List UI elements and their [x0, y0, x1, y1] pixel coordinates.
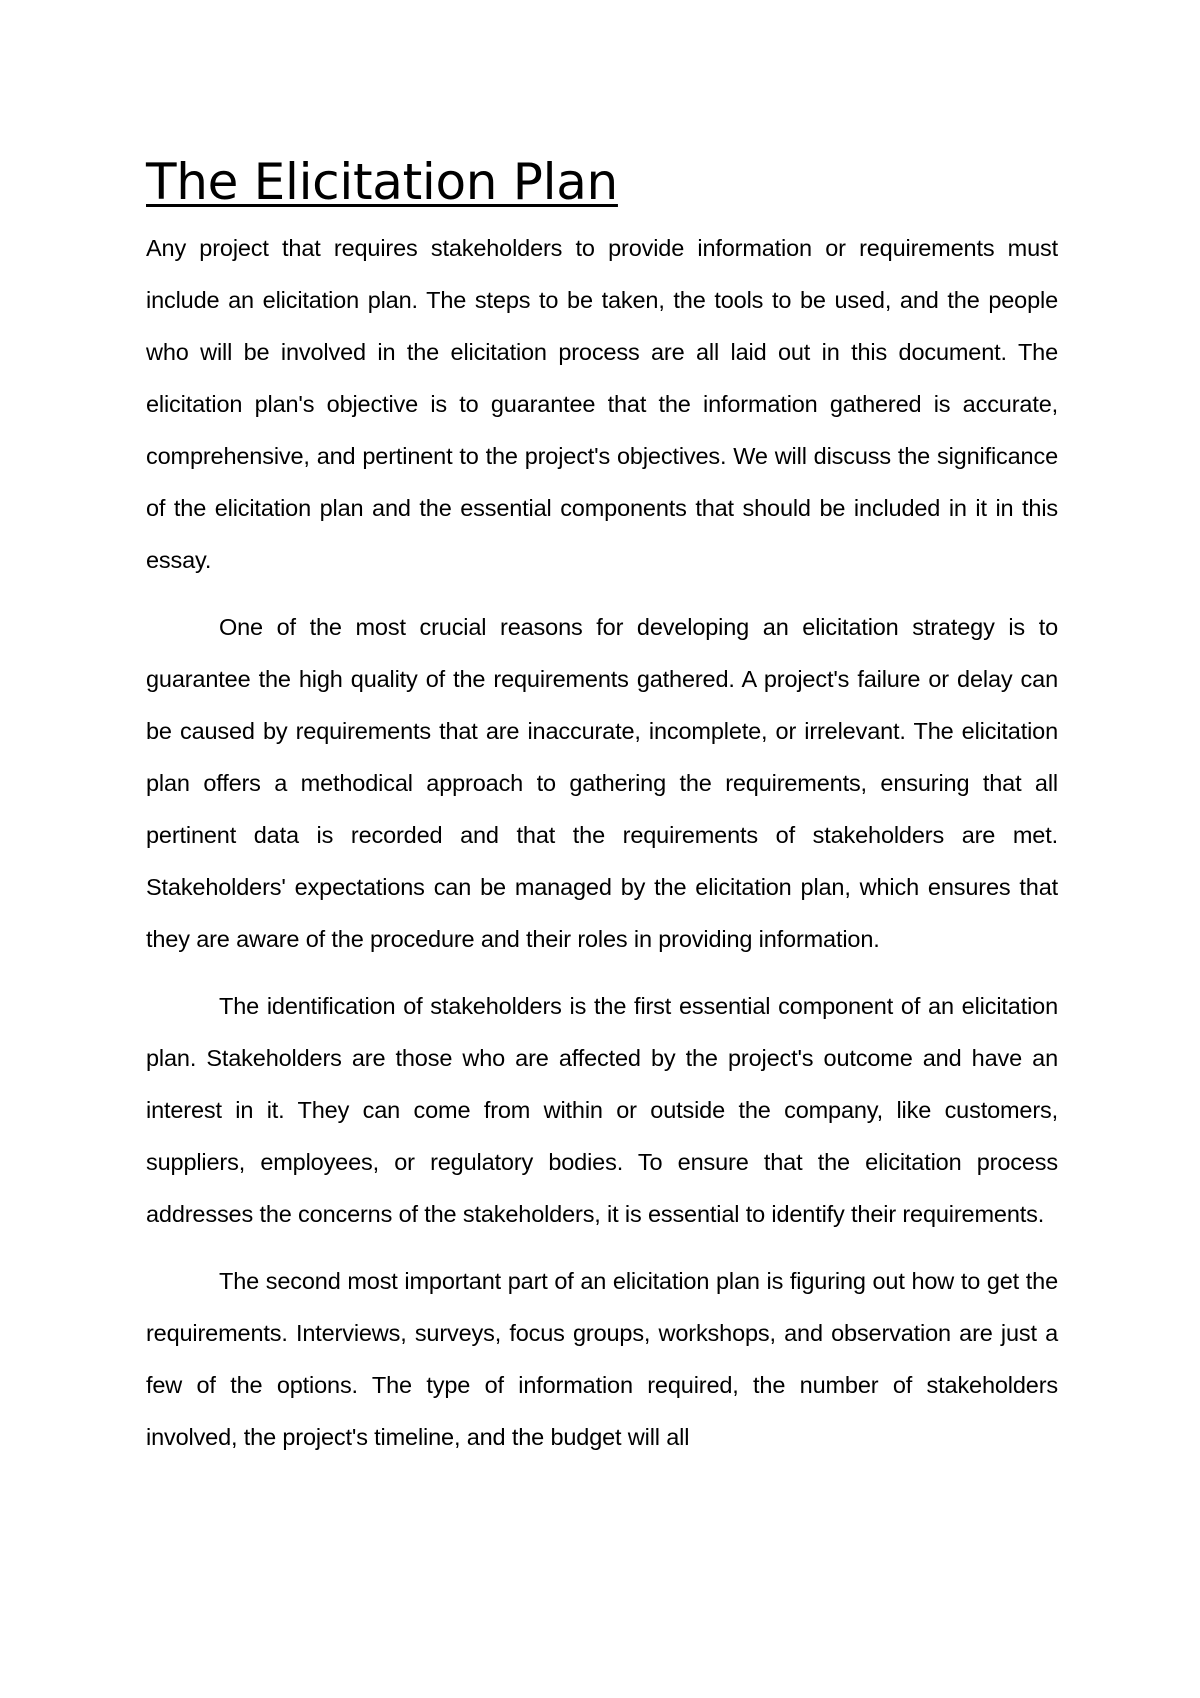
paragraph-methods: The second most important part of an elicitation plan is figuring out how to get the requirements. Interviews, surveys, focus groups, workshops, and observation are just a few of the options. The type of information required, the number of stakeholders involved, the project's timeline, and the budget will all	[146, 1268, 1058, 1450]
paragraph-stakeholders: The identification of stakeholders is the first essential component of an elicitation plan. Stakeholders are those who are affected by the project's outcome and have an interest in it. They can come from within or outside the company, like customers, suppliers, employees, or regulatory bodies. To ensure that the elicitation process addresses the concerns of the stakeholders, it is essential to identify their requirements.	[146, 993, 1058, 1227]
paragraph-quality: One of the most crucial reasons for developing an elicitation strategy is to guarantee the high quality of the requirements gathered. A project's failure or delay can be caused by requirements that are inaccurate, incomplete, or irrelevant. The elicitation plan offers a methodical approach to gathering the requirements, ensuring that all pertinent data is recorded and that the requirements of stakeholders are met. Stakeholders' expectations can be managed by the elicitation plan, which ensures that they are aware of the procedure and their roles in providing information.	[146, 614, 1058, 952]
document-title: The Elicitation Plan	[146, 153, 618, 211]
document-body	[146, 148, 1058, 1478]
paragraph-intro: Any project that requires stakeholders to provide information or requirements must include an elicitation plan. The steps to be taken, the tools to be used, and the people who will be involved in the elicitation process are all laid out in this document. The elicitation plan's objective is to guarantee that the information gathered is accurate, comprehensive, and pertinent to the project's objectives. We will discuss the significance of the elicitation plan and the essential components that should be included in it in this essay.	[146, 235, 1058, 573]
